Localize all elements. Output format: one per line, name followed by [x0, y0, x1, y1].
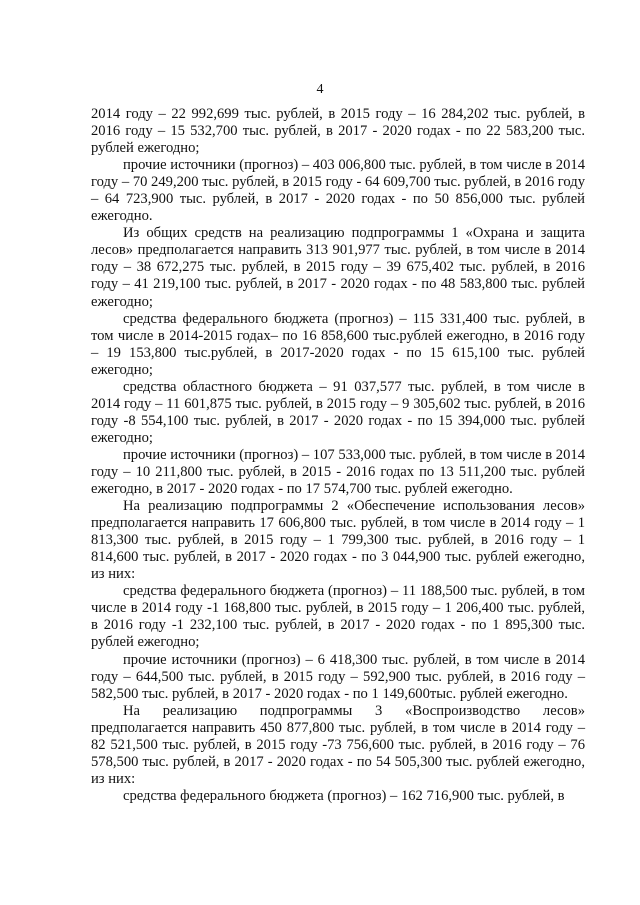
paragraph: На реализацию подпрограммы 2 «Обеспечение использования лесов» предполагается направить 17 606,800 тыс. рублей, в том числе в 2014 году – 1 813,300 тыс. рублей, в 2015 году – 1 799,300 тыс. рублей, в 2016 году – 1 814,600 тыс. рублей, в 2017 - 2020 годах - по 3 044,900 тыс. рублей ежегодно, из них:: [91, 498, 585, 583]
paragraph: Из общих средств на реализацию подпрограммы 1 «Охрана и защита лесов» предполагается направить 313 901,977 тыс. рублей, в том числе в 2014 году – 38 672,275 тыс. рублей, в 2015 году – 39 675,402 тыс. рублей, в 2016 году – 41 219,100 тыс. рублей, в 2017 - 2020 годах - по 48 583,800 тыс. рублей ежегодно;: [91, 225, 585, 310]
paragraph: средства федерального бюджета (прогноз) – 115 331,400 тыс. рублей, в том числе в 2014-2015 годах– по 16 858,600 тыс.рублей ежегодно, в 2016 году – 19 153,800 тыс.рублей, в 2017-2020 годах - по 15 615,100 тыс. рублей ежегодно;: [91, 310, 585, 378]
page-number: 4: [316, 82, 324, 97]
paragraph: На реализацию подпрограммы 3 «Воспроизводство лесов» предполагается направить 450 877,800 тыс. рублей, в том числе в 2014 году – 82 521,500 тыс. рублей, в 2015 году -73 756,600 тыс. рублей, в 2016 году – 76 578,500 тыс. рублей, в 2017 - 2020 годах - по 54 505,300 тыс. рублей ежегодно, из них:: [91, 702, 585, 787]
paragraph: прочие источники (прогноз) – 107 533,000 тыс. рублей, в том числе в 2014 году – 10 211,800 тыс. рублей, в 2015 - 2016 годах по 13 511,200 тыс. рублей ежегодно, в 2017 - 2020 годах - по 17 574,700 тыс. рублей ежегодно.: [91, 446, 585, 498]
paragraph: средства областного бюджета – 91 037,577 тыс. рублей, в том числе в 2014 году – 11 601,875 тыс. рублей, в 2015 году – 9 305,602 тыс. рублей, в 2016 году -8 554,100 тыс. рублей, в 2017 - 2020 годах - по 15 394,000 тыс. рублей ежегодно;: [91, 378, 585, 446]
document-body: [91, 106, 585, 805]
paragraph: средства федерального бюджета (прогноз) – 11 188,500 тыс. рублей, в том числе в 2014 году -1 168,800 тыс. рублей, в 2015 году – 1 206,400 тыс. рублей, в 2016 году -1 232,100 тыс. рублей, в 2017 - 2020 годах - по 1 895,300 тыс. рублей ежегодно;: [91, 583, 585, 651]
paragraph: 2014 году – 22 992,699 тыс. рублей, в 2015 году – 16 284,202 тыс. рублей, в 2016 году – 15 532,700 тыс. рублей, в 2017 - 2020 годах - по 22 583,200 тыс. рублей ежегодно;: [91, 106, 585, 157]
paragraph: прочие источники (прогноз) – 6 418,300 тыс. рублей, в том числе в 2014 году – 644,500 тыс. рублей, в 2015 году – 592,900 тыс. рублей, в 2016 году – 582,500 тыс. рублей, в 2017 - 2020 годах - по 1 149,600тыс. рублей ежегодно.: [91, 651, 585, 702]
paragraph: средства федерального бюджета (прогноз) – 162 716,900 тыс. рублей, в: [123, 787, 565, 804]
paragraph: прочие источники (прогноз) – 403 006,800 тыс. рублей, в том числе в 2014 году – 70 249,200 тыс. рублей, в 2015 году - 64 609,700 тыс. рублей, в 2016 году – 64 723,900 тыс. рублей, в 2017 - 2020 годах - по 50 856,000 тыс. рублей ежегодно.: [91, 157, 585, 225]
